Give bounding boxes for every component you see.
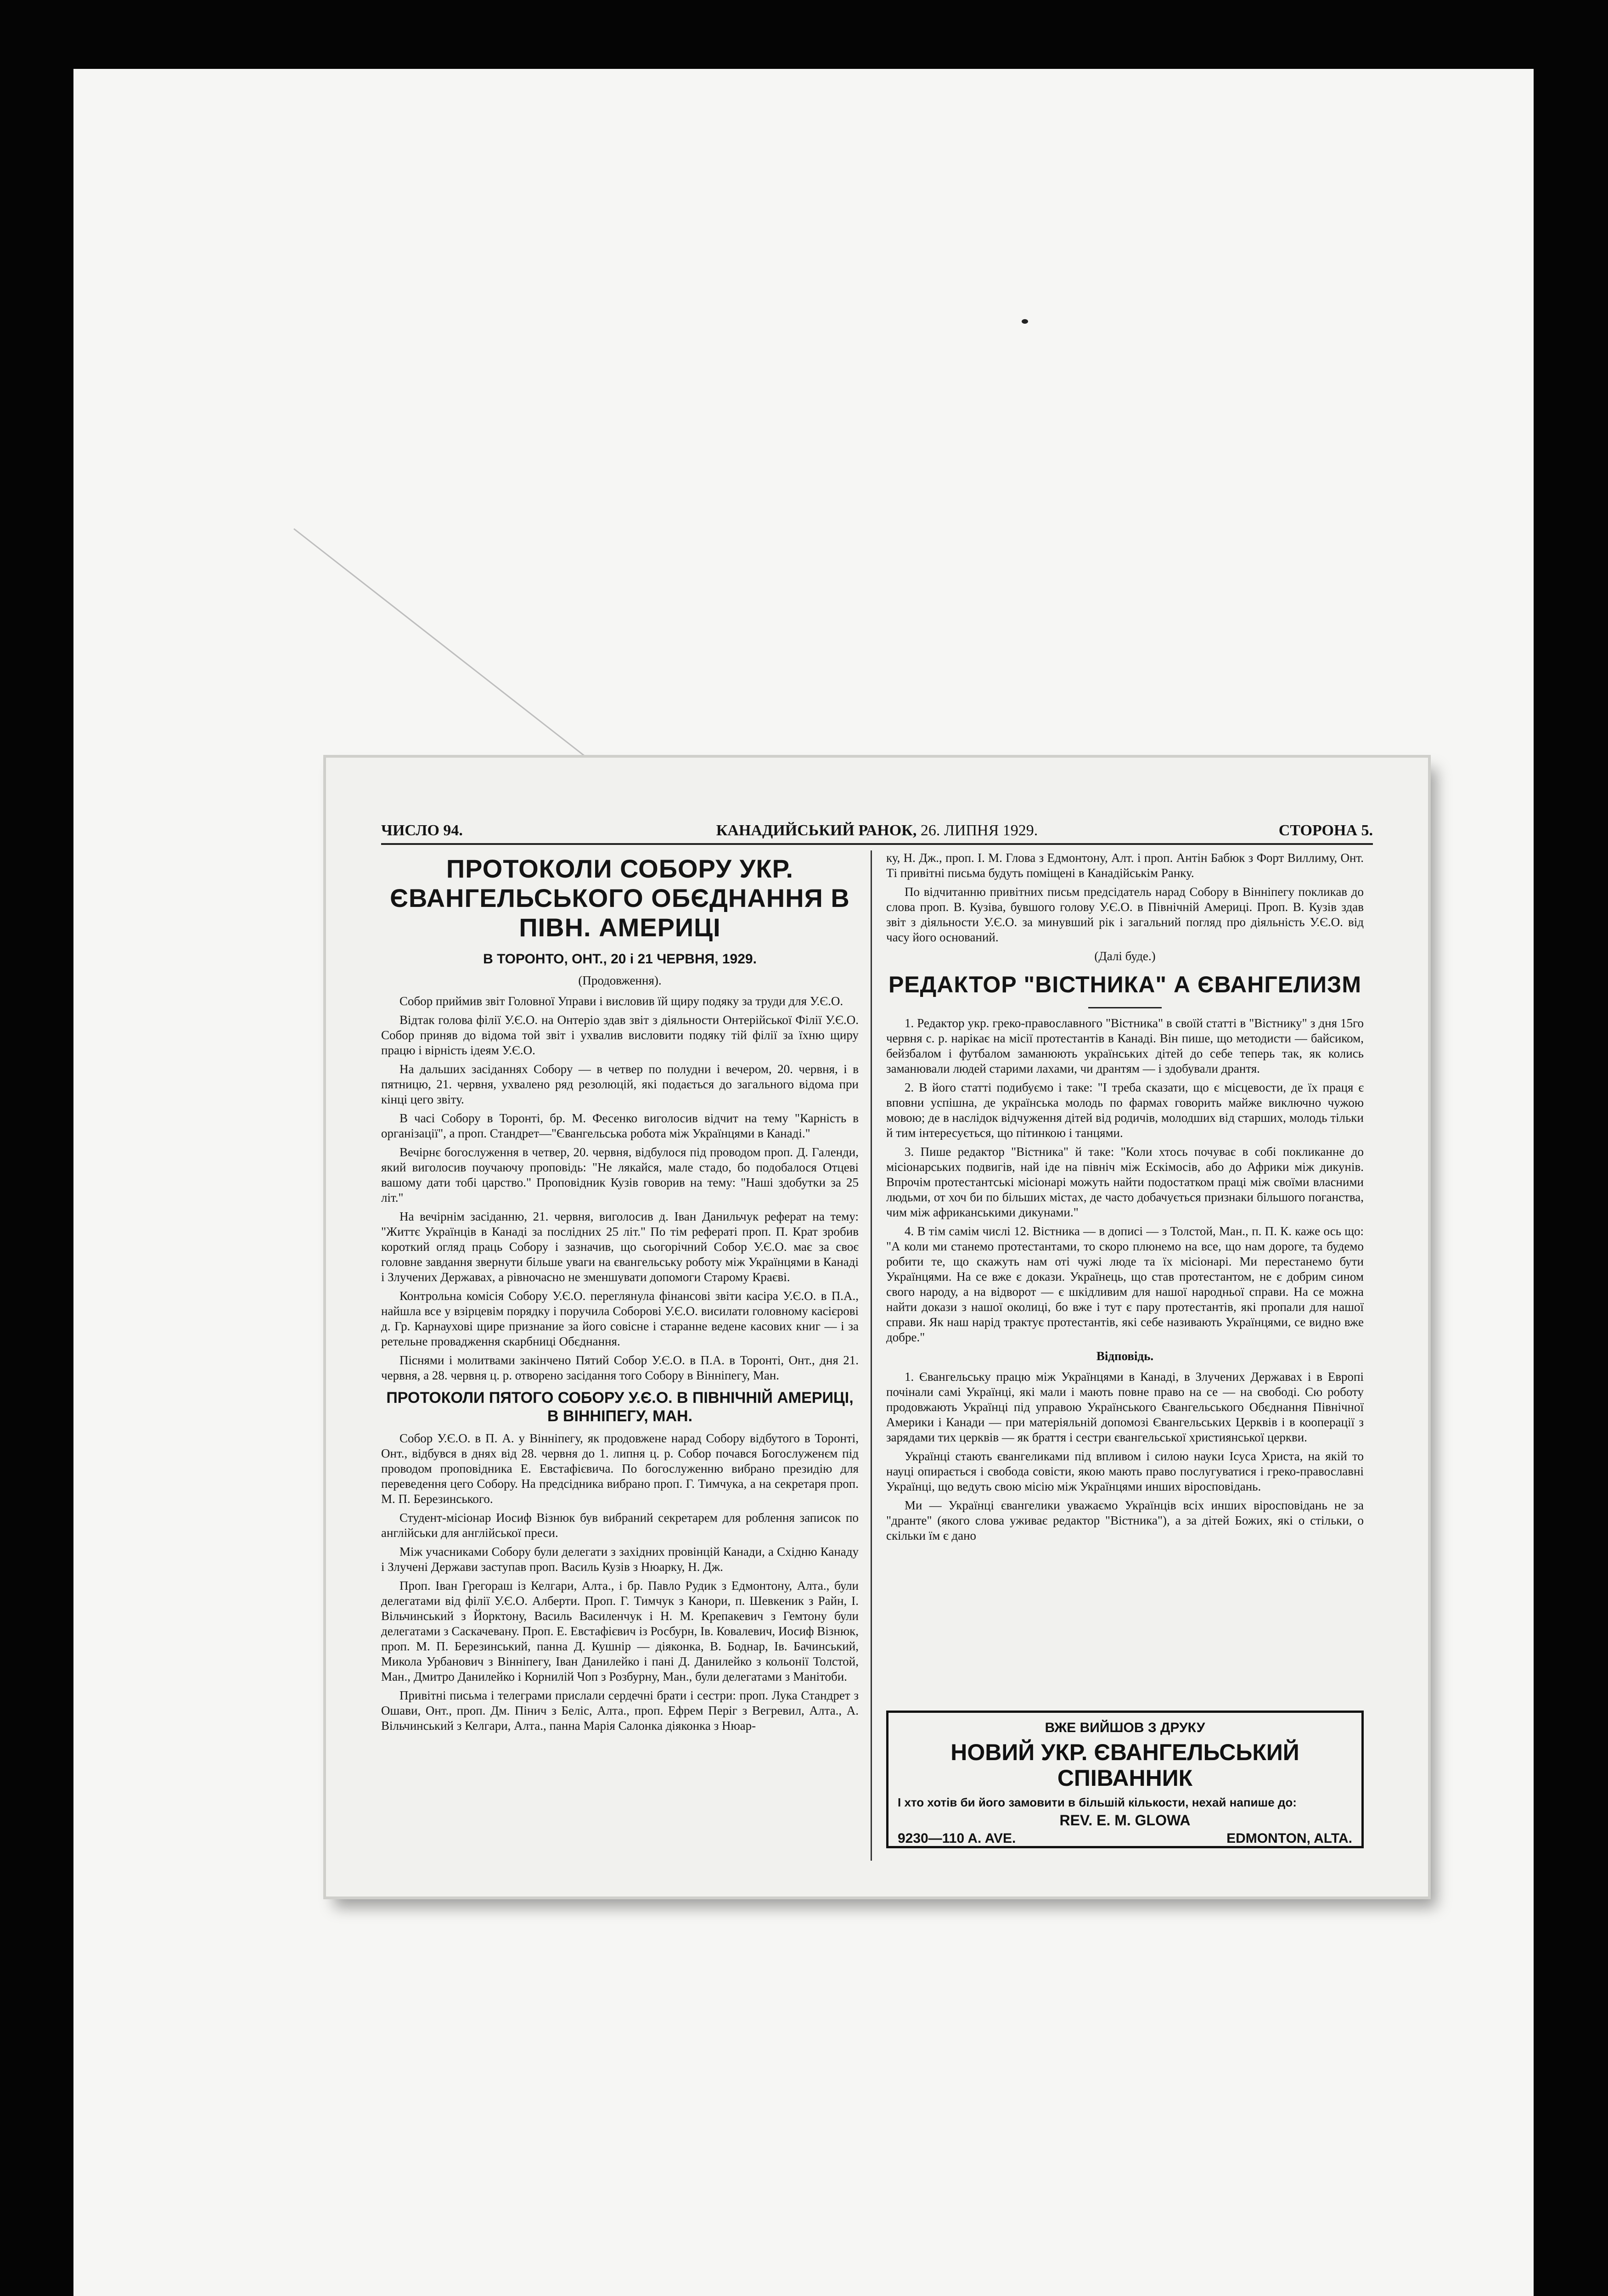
paragraph: Українці стають євангеликами під впливом і силою науки Ісуса Христа, на якій то науці опирається і свобода совісти, якою мають право послугуватися і греко-православні Українці, що ведуть свою місію між Українцями инших віросповідань. — [886, 1449, 1364, 1493]
ad-address-line — [898, 1831, 1352, 1848]
paragraph: 4. В тім самім числі 12. Вістника — в дописі — з Толстой, Ман., п. П. К. каже ось що: "А коли ми станемо протестантами, то скоро плюнемо на все, що нам дороге, та будемо робити те, що скажуть нам оті чужі люде та їх місіонарі. Ми перестанемо бути Українцями. На се вже є докази. Українець, що став протестантом, не є добрим сином свого народу, а на відворот — є шкідливим для нашої народньої справи. На се можна найти докази з нашої околиці, бо вже і тут є пару протестантів, які пропали для нашої справи. Як наш нарід трактує протестантів, які себе називають Українцями, се видно вже добре." — [886, 1224, 1364, 1344]
paragraph: Відтак голова філії У.Є.О. на Онтеріо здав звіт з діяльности Онтерійської Філії У.Є.О. Собор приняв до відома той звіт і ухвалив висловити подяку тій філії за їхню щиру працю і вірність ідеям У.Є.О. — [381, 1013, 859, 1057]
ad-title: НОВИЙ УКР. ЄВАНГЕЛЬСЬКИЙ СПІВАННИК — [950, 1739, 1299, 1791]
masthead — [657, 822, 1097, 839]
paragraph: Проп. Іван Грегораш із Келгари, Алта., і бр. Павло Рудик з Едмонтону, Алта., були делегатами від філії У.Є.О. Алберти. Проп. Г. Тимчук з Канори, п. Шевкеник з Райн, І. Вільчинський з Йорктону, Василь Василенчук і Н. М. Крепакевич з Гемтону були делегатами з Саскачевану. Проп. Е. Евстафієвич із Росбурн, Ів. Ковалевич, Иосиф Візнюк, проп. М. П. Березинський, панна Д. Кушнір — діяконка, В. Боднар, Ів. Бачинський, Микола Урбанович з Вінніпегу, Іван Данилейко і пані Д. Данилейко з кольонії Толстой, Ман., Дмитро Данилейко і Корнилій Чоп з Розбурну, Ман., були делегатами з Манітоби. — [381, 1579, 859, 1683]
paragraph: Між учасниками Собору були делегати з західних провінцій Канади, а Східню Канаду і Злучені Держави заступав проп. Василь Кузів з Нюарку, Н. Дж. — [381, 1545, 859, 1574]
paragraph: Собор У.Є.О. в П. А. у Вінніпегу, як продовжене нарад Собору відбутого в Торонті, Онт., відбувся в днях від 28. червня до 1. липня ц. р. Собор почався Богослуженєм під проводом проповідника Е. Евстафієвича. По богослуженню вибрано президію для переведення цего Собору. На предсідника вибрано проп. Г. Тимчука, а на секретаря проп. М. П. Березинського. — [381, 1431, 859, 1506]
film-speck — [1022, 319, 1028, 324]
paragraph: По відчитанню привітних письм предсідатель нарад Собору в Вінніпегу покликав до слова проп. В. Кузіва, бувшого голову У.Є.О. в Північній Америці. Проп. В. Кузів здав звіт з діяльности У.Є.О. за минувший рік і загальний погляд про діяльність У.Є.О. від часу його оснований. — [886, 885, 1364, 944]
paragraph: Вечірнє богослуження в четвер, 20. червня, відбулося під проводом проп. Д. Галенди, який виголосив поучаючу проповідь: "Не лякайся, мале стадо, бо подобалося Отцеві вашому дати тобі царство." Проповідник Кузів говорив на тему: "Наші здобутки за 25 літ." — [381, 1145, 859, 1204]
page-number: СТОРОНА 5. — [1278, 822, 1373, 839]
continued-label: (Продовження). — [578, 974, 662, 987]
subhead-toronto: В ТОРОНТО, ОНТ., 20 і 21 ЧЕРВНЯ, 1929. — [483, 951, 757, 967]
left-column — [381, 850, 859, 1737]
paragraph: В часі Собору в Торонті, бр. М. Фесенко виголосив відчит на тему "Карність в організації", а проп. Стандрет—"Євангельська робота між Українцями в Канаді." — [381, 1111, 859, 1140]
header-rule — [381, 843, 1373, 845]
paragraph: 2. В його статті подибуємо і таке: "І треба сказати, що є місцевости, де їх праця є вповни успішна, де українська молодь по фармах говорить майже виключно чужою мовою; де в наслідок відчуження дітей від родичів, молодших від старших, молодь тільки й тим інтересується, що пітинкою і танцями. — [886, 1080, 1364, 1140]
headline-editor: РЕДАКТОР "ВІСТНИКА" А ЄВАНГЕЛИЗМ — [888, 972, 1362, 997]
paragraph: 3. Пише редактор "Вістника" й таке: "Коли хтось почуває в собі покликанне до місіонарських подвигів, най іде на північ між Ескімосів, або до Африки між дикунів. Впрочім протестантські місіонарі можуть найти подостатком праці між своїми власними людьми, от хоч би по більших містах, де часто добачується признаки більшого поганства, чим між африканськими дикунами." — [886, 1145, 1364, 1219]
headline-rule — [1088, 1007, 1162, 1008]
answer-head: Відповідь. — [1096, 1349, 1154, 1363]
paragraph: Ми — Українці євангелики уважаємо Українців всіх инших віросповідань не за "дранте" (якого слова уживає редактор "Вістника"), а за дітей Божих, які о стільки, о скільки їм є дано — [886, 1498, 1364, 1542]
issue-date: 26. ЛИПНЯ 1929. — [920, 822, 1038, 839]
ad-top-line: ВЖЕ ВИЙШОВ З ДРУКУ — [1045, 1720, 1205, 1735]
paragraph: На вечірнім засіданню, 21. червня, виголосив д. Іван Данильчук реферат на тему: "Життє Українців в Канаді за послідних 25 літ." По тім рефераті проп. П. Крат зробив короткий огляд праць Собору і зазначив, що сьогорічний Собор У.Є.О. має за своє головне завдання звернути більше уваги на євангельську роботу між Українцями в Канаді і Злучених Державах, а рівночасно не зменшувати допомоги Старому Краєві. — [381, 1210, 859, 1284]
to-be-continued: (Далі буде.) — [1094, 949, 1156, 963]
paragraph: 1. Євангельську працю між Українцями в Канаді, в Злучених Державах і в Европі почінали самі Українці, які мали і мають повне право на се — на свободі. Сю роботу продовжають Українці під управою Українського Євангельського Обєднання Північної Америки і Канади — при матеріяльній допомозі Євангельських Церквів і в кооперації з зарядами тих церквів — як браття і сестри євангельської християнської церкви. — [886, 1370, 1364, 1444]
paragraph: ку, Н. Дж., проп. І. М. Глова з Едмонтону, Алт. і проп. Антін Бабюк з Форт Виллиму, Онт. Ті привітні письма будуть поміщені в Канадійськім Ранку. — [886, 851, 1364, 880]
ad-address: 9230—110 A. AVE. — [898, 1831, 1016, 1846]
ad-text: І хто хотів би його замовити в більшій кількости, нехай напише до: — [898, 1795, 1297, 1809]
paragraph: Собор приймив звіт Головної Управи і висловив їй щиру подяку за труди для У.Є.О. — [399, 994, 843, 1008]
issue-number: ЧИСЛО 94. — [381, 822, 463, 839]
paper-title: КАНАДИЙСЬКИЙ РАНОК, — [716, 822, 917, 839]
ad-contact-name: REV. E. M. GLOWA — [1059, 1812, 1191, 1829]
ad-city: EDMONTON, ALTA. — [1226, 1831, 1352, 1846]
column-divider — [871, 850, 872, 1861]
paragraph: Піснями і молитвами закінчено Пятий Собор У.Є.О. в П.А. в Торонті, Онт., дня 21. червня, а 28. червня ц. р. отворено засідання того Собору в Вінніпегу, Ман. — [381, 1353, 859, 1382]
headline-protocols: ПРОТОКОЛИ СОБОРУ УКР. ЄВАНГЕЛЬСЬКОГО ОБЄДНАННЯ В ПІВН. АМЕРИЦІ — [390, 854, 850, 942]
paragraph: Контрольна комісія Собору У.Є.О. переглянула фінансові звіти касіра У.Є.О. в П.А., найшла все у взірцевім порядку і поручила Соборові У.Є.О. висилати головному касієрові д. Гр. Карнаухові щире признание за його совісне і старанне ведене касових книг — і за ретельне провадження скарбниці Обєднання. — [381, 1289, 859, 1348]
hymnal-advertisement — [886, 1711, 1364, 1848]
paragraph: Привітні письма і телеграми прислали сердечні брати і сестри: проп. Лука Стандрет з Ошави, Онт., проп. Дм. Пінич з Беліс, Алта., проп. Ефрем Періг з Вегревил, Алта., А. Вільчинський з Келгари, Алта., панна Марія Салонка діяконка з Нюар- — [381, 1688, 859, 1733]
microfilm-frame — [73, 69, 1534, 2296]
newspaper-page — [326, 758, 1428, 1896]
paragraph: На дальших засіданнях Собору — в четвер по полудни і вечером, 20. червня, і в пятницю, 21. червня, ухвалено ряд резолюцій, які подається до загального відома при кінці цего звіту. — [381, 1062, 859, 1106]
headline-winnipeg: ПРОТОКОЛИ ПЯТОГО СОБОРУ У.Є.О. В ПІВНІЧНІЙ АМЕРИЦІ, В ВІННІПЕГУ, МАН. — [386, 1389, 854, 1425]
paragraph: 1. Редактор укр. греко-православного "Вістника" в своїй статті в "Вістнику" з дня 15го червня с. р. нарікає на місії протестантів в Канаді. Він пише, що методисти — байсиком, бейзбалом і футбалом заманюють українських дітей до себе теперь так, як колись заманювали людей старими лахами, чи дрантям — і здобували дрантя. — [886, 1016, 1364, 1075]
film-crease-line — [293, 528, 620, 783]
page-header — [381, 822, 1373, 840]
right-column — [886, 850, 1364, 1547]
page-content — [381, 822, 1373, 1878]
paragraph: Студент-місіонар Иосиф Візнюк був вибраний секретарем для роблення записок по англійськи для англійської преси. — [381, 1511, 859, 1540]
